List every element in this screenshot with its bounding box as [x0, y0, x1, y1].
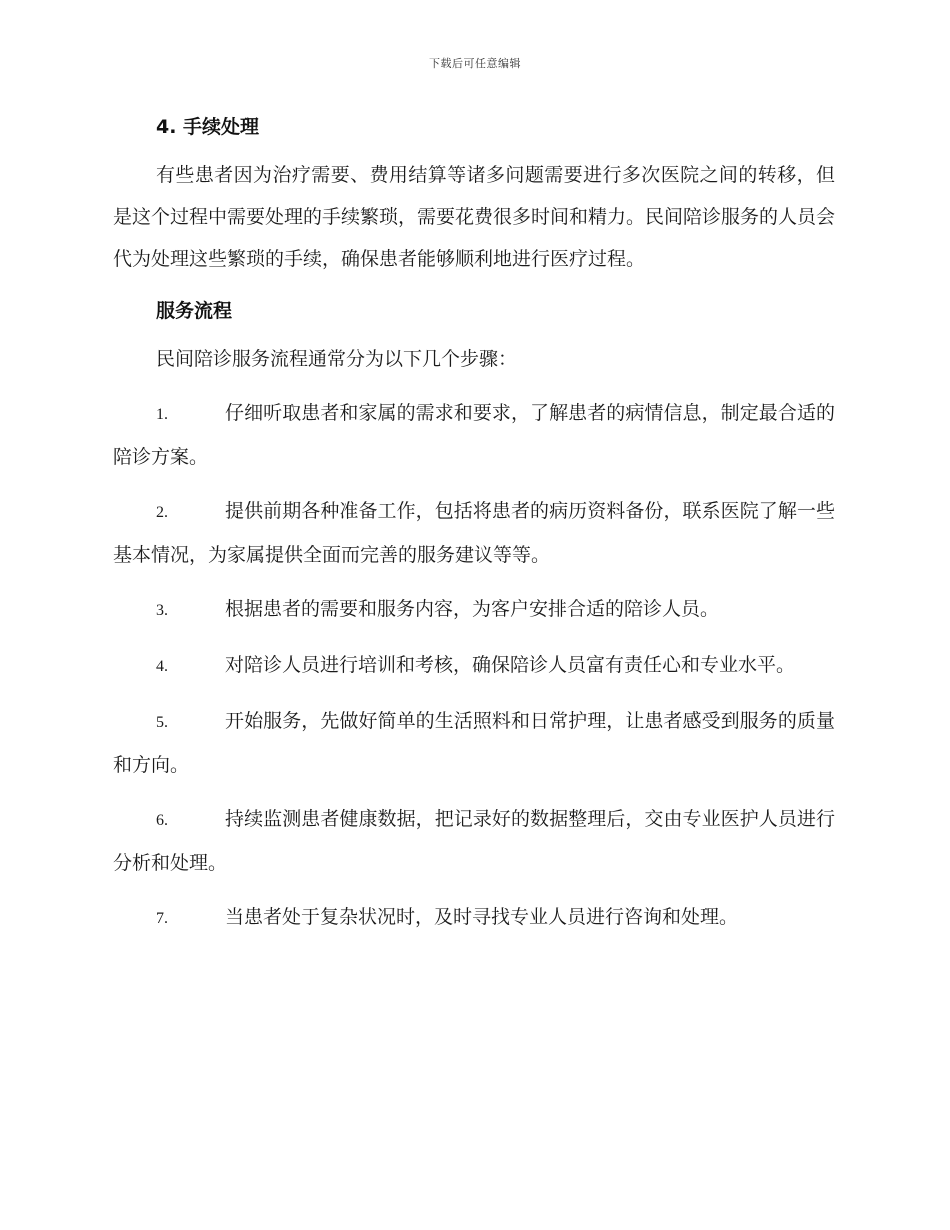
document-body [113, 108, 835, 952]
list-number: 3. [156, 602, 168, 619]
list-number: 5. [156, 714, 168, 731]
paragraph-process-intro: 民间陪诊服务流程通常分为以下几个步骤： [156, 348, 518, 370]
list-item [113, 896, 835, 940]
list-item [113, 700, 835, 786]
list-number: 1. [156, 406, 168, 423]
list-item [113, 490, 835, 576]
list-number: 2. [156, 504, 168, 521]
list-text: 仔细听取患者和家属的需求和要求，了解患者的病情信息，制定最合适的陪诊方案。 [113, 402, 835, 468]
list-text: 持续监测患者健康数据，把记录好的数据整理后，交由专业医护人员进行分析和处理。 [113, 808, 835, 874]
list-text: 提供前期各种准备工作，包括将患者的病历资料备份，联系医院了解一些基本情况，为家属提供全面而完善的服务建议等等。 [113, 500, 835, 566]
list-text: 对陪诊人员进行培训和考核，确保陪诊人员富有责任心和专业水平。 [225, 654, 796, 676]
list-item [113, 644, 835, 688]
list-number: 7. [156, 910, 168, 927]
list-text: 根据患者的需要和服务内容，为客户安排合适的陪诊人员。 [225, 598, 720, 620]
list-item [113, 588, 835, 632]
list-item [113, 392, 835, 478]
list-item [113, 798, 835, 884]
list-text: 开始服务，先做好简单的生活照料和日常护理，让患者感受到服务的质量和方向。 [113, 710, 835, 776]
section-heading-procedures: 4. 手续处理 [156, 116, 260, 138]
paragraph-procedures: 有些患者因为治疗需要、费用结算等诸多问题需要进行多次医院之间的转移，但是这个过程中需要处理的手续繁琐，需要花费很多时间和精力。民间陪诊服务的人员会代为处理这些繁琐的手续，确保患者能够顺利地进行医疗过程。 [113, 164, 836, 270]
list-number: 4. [156, 658, 168, 675]
header-note: 下载后可任意编辑 [429, 57, 521, 70]
list-number: 6. [156, 812, 168, 829]
section-heading-service-process: 服务流程 [156, 300, 233, 322]
list-text: 当患者处于复杂状况时，及时寻找专业人员进行咨询和处理。 [225, 906, 739, 928]
